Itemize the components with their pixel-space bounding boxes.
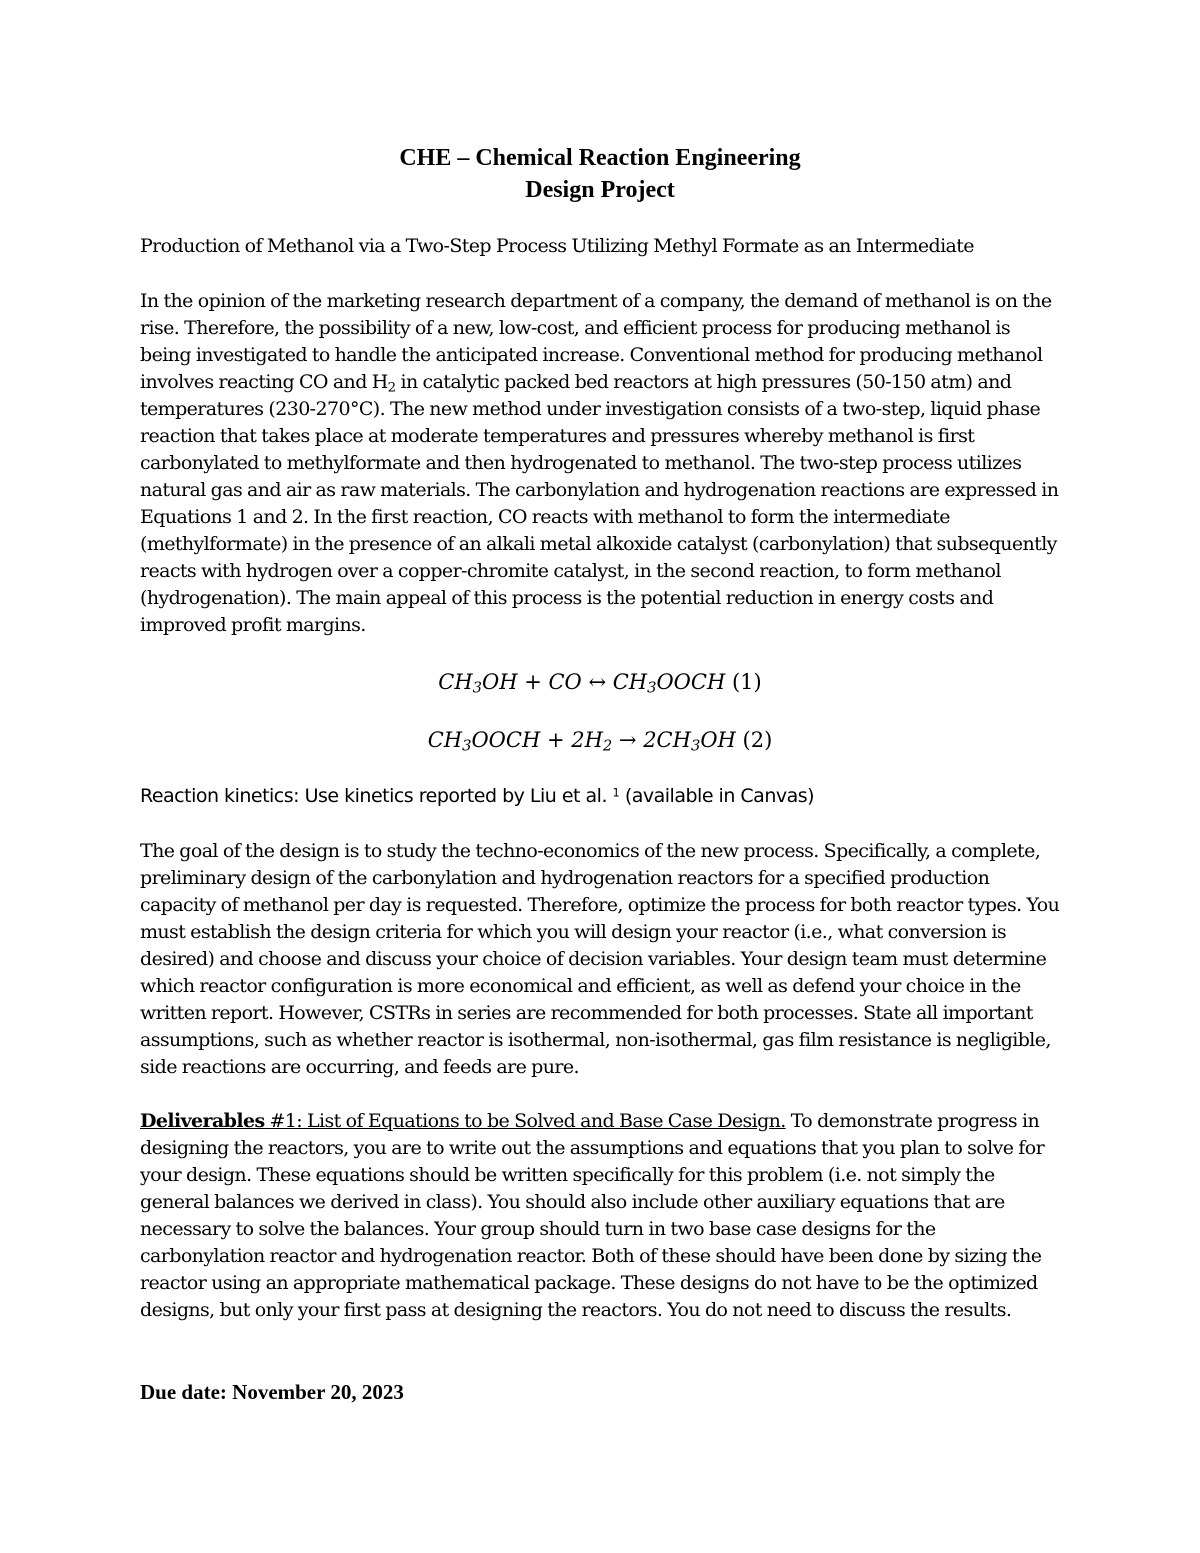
eq1-sub: 3	[472, 679, 483, 697]
eq2-sub: 3	[462, 737, 472, 755]
equation-1	[0, 668, 1200, 696]
eq1-number: (1)	[731, 670, 762, 694]
deliverables-body: To demonstrate progress in designing the reactors, you are to write out the assumptions and equations that you plan to solve for your design. These equations should be written specifically for this problem (i.e. not simply the general balances we derived in class). You should also include other auxiliary equations that are necessary to solve the balances. Your group should turn in two base case designs for the carbonylation reactor and hydrogenation reactor. Both of these should have been done by sizing the reactor using an appropriate mathematical package. These designs do not have to be the optimized designs, but only your first pass at designing the reactors. You do not need to discuss the results.	[140, 1110, 1045, 1321]
kinetics-footnote-ref: 1	[612, 785, 620, 800]
deliverables-heading: Deliverables	[140, 1110, 265, 1132]
title-block	[0, 142, 1200, 206]
course-title: CHE – Chemical Reaction Engineering	[399, 145, 801, 171]
kinetics-text: Reaction kinetics: Use kinetics reported by Liu et al.	[140, 785, 613, 807]
eq2-sub: 2	[602, 737, 613, 755]
eq2-term: OH	[700, 728, 736, 752]
project-subtitle	[140, 233, 1065, 260]
eq2-term: OOCH + 2H	[471, 728, 603, 752]
goal-paragraph	[140, 838, 1065, 1081]
equation-2	[0, 726, 1200, 754]
eq2-number: (2)	[742, 728, 773, 752]
kinetics-tail: (available in Canvas)	[619, 785, 815, 807]
deliverables-subheading: #1: List of Equations to be Solved and Base Case Design.	[264, 1110, 786, 1132]
eq2-term: CH	[427, 728, 463, 752]
eq1-term: OH + CO ↔ CH	[482, 670, 648, 694]
goal-text: The goal of the design is to study the techno-economics of the new process. Specifically, a complete, preliminary design of the carbonylation and hydrogenation reactors for a specified production capacity of methanol per day is requested. Therefore, optimize the process for both reactor types. You must establish the design criteria for which you will design your reactor (i.e., what conversion is desired) and choose and discuss your choice of decision variables. Your design team must determine which reactor configuration is more economical and efficient, as well as defend your choice in the written report. However, CSTRs in series are recommended for both processes. State all important assumptions, such as whether reactor is isothermal, non-isothermal, gas film resistance is negligible, side reactions are occurring, and feeds are pure.	[140, 840, 1060, 1078]
deliverables-paragraph	[140, 1108, 1065, 1324]
intro-part2: in catalytic packed bed reactors at high pressures (50-150 atm) and temperatures (230-270°C). The new method under investigation consists of a two-step, liquid phase reaction that takes place at moderate temperatures and pressures whereby methanol is first carbonylated to methylformate and then hydrogenated to methanol. The two-step process utilizes natural gas and air as raw materials. The carbonylation and hydrogenation reactions are expressed in Equations 1 and 2. In the first reaction, CO reacts with methanol to form the intermediate (methylformate) in the presence of an alkali metal alkoxide catalyst (carbonylation) that subsequently reacts with hydrogen over a copper-chromite catalyst, in the second reaction, to form methanol (hydrogenation). The main appeal of this process is the potential reduction in energy costs and improved profit margins.	[140, 371, 1059, 636]
eq2-term: → 2CH	[612, 728, 691, 752]
project-title: Design Project	[525, 177, 675, 203]
intro-paragraph	[140, 288, 1065, 639]
eq1-term: CH	[438, 670, 473, 694]
eq1-term: OOCH	[656, 670, 726, 694]
reaction-kinetics-note	[140, 783, 814, 810]
h2-subscript: 2	[387, 380, 396, 396]
eq2-sub: 3	[690, 737, 701, 755]
due-date: Due date: November 20, 2023	[140, 1380, 404, 1404]
intro-part1: In the opinion of the marketing research department of a company, the demand of methanol is on the rise. Therefore, the possibility of a new, low-cost, and efficient process for producing methanol is being investigated to handle the anticipated increase. Conventional method for producing methanol involves reacting CO and H	[140, 290, 1052, 393]
eq1-sub: 3	[647, 679, 657, 697]
subtitle-text: Production of Methanol via a Two-Step Process Utilizing Methyl Formate as an Intermediate	[140, 235, 974, 257]
